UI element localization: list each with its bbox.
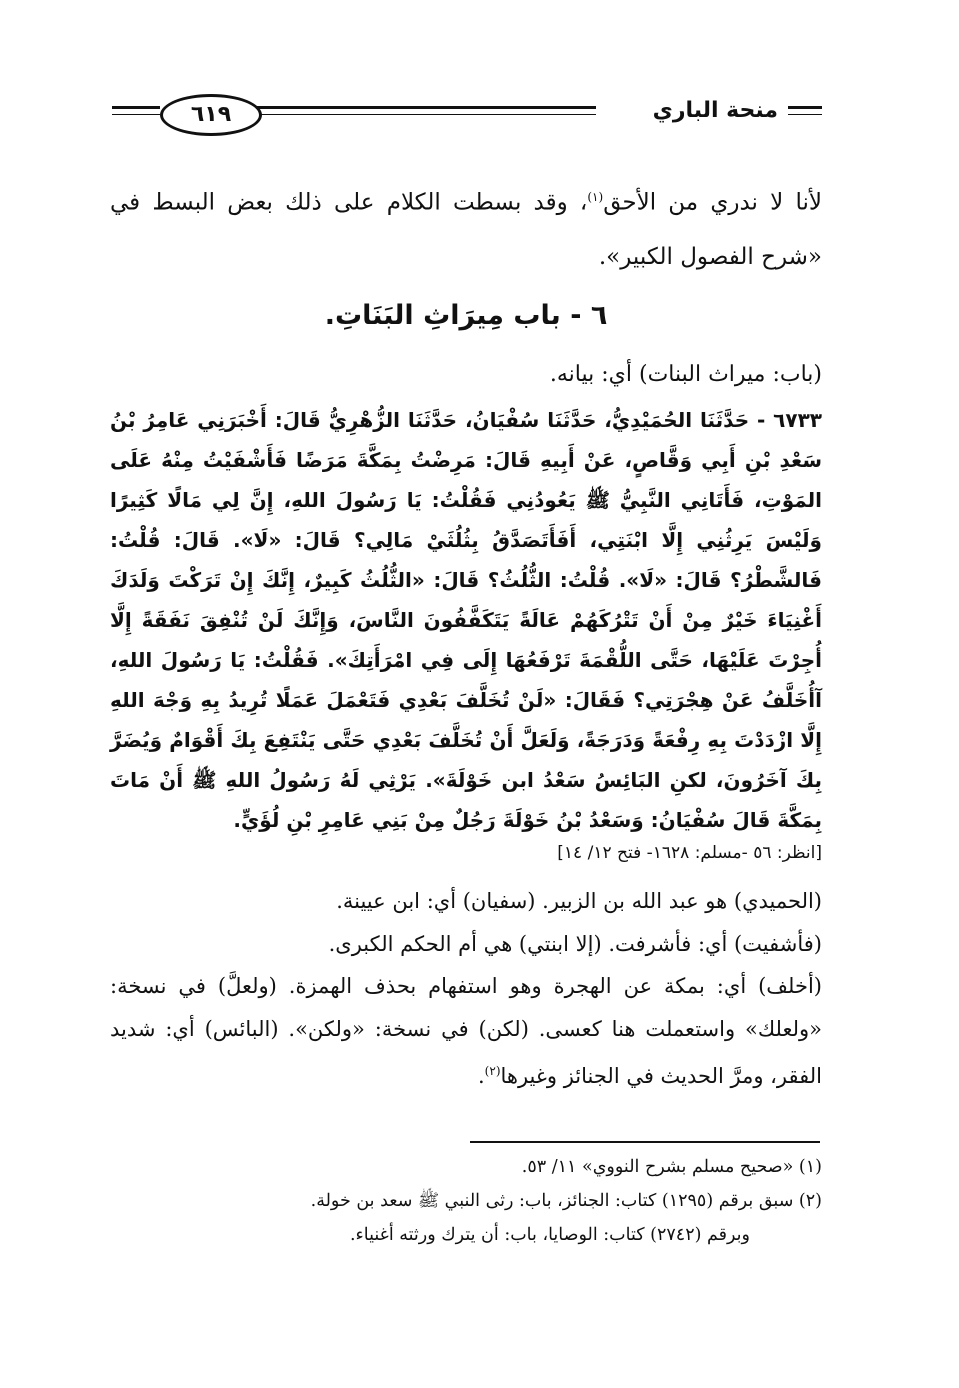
footnote-2: (٢) سبق برقم (١٢٩٥) كتاب: الجنائز، باب: رثى النبي ﷺ سعد بن خولة. (310, 1191, 822, 1211)
header-rule-middle-top (256, 106, 596, 109)
intro-text: لأنا لا ندري من الأحق (603, 189, 822, 216)
commentary-line: (الحميدي) هو عبد الله بن الزبير. (سفيان) أي: ابن عيينة. (336, 889, 822, 913)
hadith-text: ٦٧٣٣ - حَدَّثَنَا الحُمَيْدِيُّ، حَدَّثَنَا سُفْيَانُ، حَدَّثَنَا الزُّهْرِيُّ قَالَ: أَخْبَرَنِي عَامِرُ بْنُ سَعْدِ بْنِ أَبِي وَقَّاصٍ، عَنْ أَبِيهِ قَالَ: مَرِضْتُ بِمَكَّةَ مَرَضًا فَأَشْفَيْتُ مِنْهُ عَلَى المَوْتِ، فَأَتَانِي النَّبِيُّ ﷺ يَعُودُنِي فَقُلْتُ: يَا رَسُولَ اللهِ، إِنَّ لِي مَالًا كَثِيرًا وَلَيْسَ يَرِثُنِي إِلَّا ابْنَتِي، أَفَأَتَصَدَّقُ بِثُلُثَيْ مَالِي؟ قَالَ: «لَا». قَالَ: قُلْتُ: فَالشَّطْرُ؟ قَالَ: «لَا». قُلْتُ: الثُّلُثُ؟ قَالَ: «الثُّلُثُ كَبِيرٌ، إِنَّكَ إِنْ تَرَكْتَ وَلَدَكَ أَغْنِيَاءَ خَيْرٌ مِنْ أَنْ تَتْرُكَهُمْ عَالَةً يَتَكَفَّفُونَ النَّاسَ، وَإِنَّكَ لَنْ تُنْفِقَ نَفَقَةً إِلَّا أُجِرْتَ عَلَيْهَا، حَتَّى اللُّقْمَةَ تَرْفَعُهَا إِلَى فِي امْرَأَتِكَ». فَقُلْتُ: يَا رَسُولَ اللهِ، آأُخَلَّفُ عَنْ هِجْرَتِي؟ فَقَالَ: «لَنْ تُخَلَّفَ بَعْدِي فَتَعْمَلَ عَمَلًا تُرِيدُ بِهِ وَجْهَ اللهِ إِلَّا ازْدَدْتَ بِهِ رِفْعَةً وَدَرَجَةً، وَلَعَلَّ أَنْ تُخَلَّفَ بَعْدِي حَتَّى يَنْتَفِعَ بِكَ أَقْوَامٌ وَيُضَرَّ بِكَ آخَرُونَ، لكنِ البَائِسُ سَعْدُ ابن خَوْلَةَ». يَرْثِي لَهُ رَسُولُ اللهِ ﷺ أَنْ مَاتَ بِمَكَّةَ قَالَ سُفْيَانُ: وَسَعْدُ بْنُ خَوْلَةَ رَجُلٌ مِنْ بَنِي عَامِرِ بْنِ لُؤَيٍّ. (110, 408, 822, 832)
intro-paragraph (110, 170, 822, 284)
running-header (112, 92, 822, 142)
header-rule-right-bottom (788, 114, 822, 115)
commentary-line: (فأشفيت) أي: فأشرفت. (إلا ابنتي) هي أم الحكم الكبرى. (328, 931, 822, 956)
commentary-notes (110, 880, 822, 1098)
page-number: ٦١٩ (160, 94, 262, 136)
footnote-ref-1: (١) (587, 190, 604, 204)
sharh-title: (باب: ميراث البنات) أي: بيانه. (549, 362, 822, 387)
footnotes (100, 1150, 822, 1252)
footnote-ref-2: (٢) (484, 1064, 501, 1078)
footnote-1: (١) «صحيح مسلم بشرح النووي» ١١/ ٥٣. (521, 1157, 822, 1177)
period: . (477, 1064, 485, 1088)
hadith-reference: [انظر: ٥٦ -مسلم: ١٦٢٨- فتح ١٢/ ١٤] (557, 843, 822, 863)
chapter-title: ٦ - باب مِيرَاثِ البَنَاتِ. (324, 300, 608, 331)
book-title: منحة الباري (652, 98, 778, 123)
header-rule-left-top (112, 106, 160, 109)
intro-text-continued: ، وقد بسطت الكلام على ذلك بعض البسط في «شرح الفصول الكبير». (110, 189, 822, 270)
commentary-line: (أخلف) أي: بمكة عن الهجرة وهو استفهام بحذف الهمزة. (ولعلَّ) في نسخة: «ولعلك» واستعملت هنا كعسى. (لكن) في نسخة: «ولكن». (البائس) أي: شديد الفقر، ومرَّ الحديث في الجنائز وغيرها (110, 974, 822, 1088)
header-rule-middle-bottom (256, 114, 596, 115)
footnote-separator (470, 1141, 820, 1143)
header-rule-right-top (788, 106, 822, 109)
header-rule-left-bottom (112, 114, 160, 115)
footnote-2-continued: وبرقم (٢٧٤٢) كتاب: الوصايا، باب: أن يترك ورثته أغنياء. (349, 1225, 750, 1245)
